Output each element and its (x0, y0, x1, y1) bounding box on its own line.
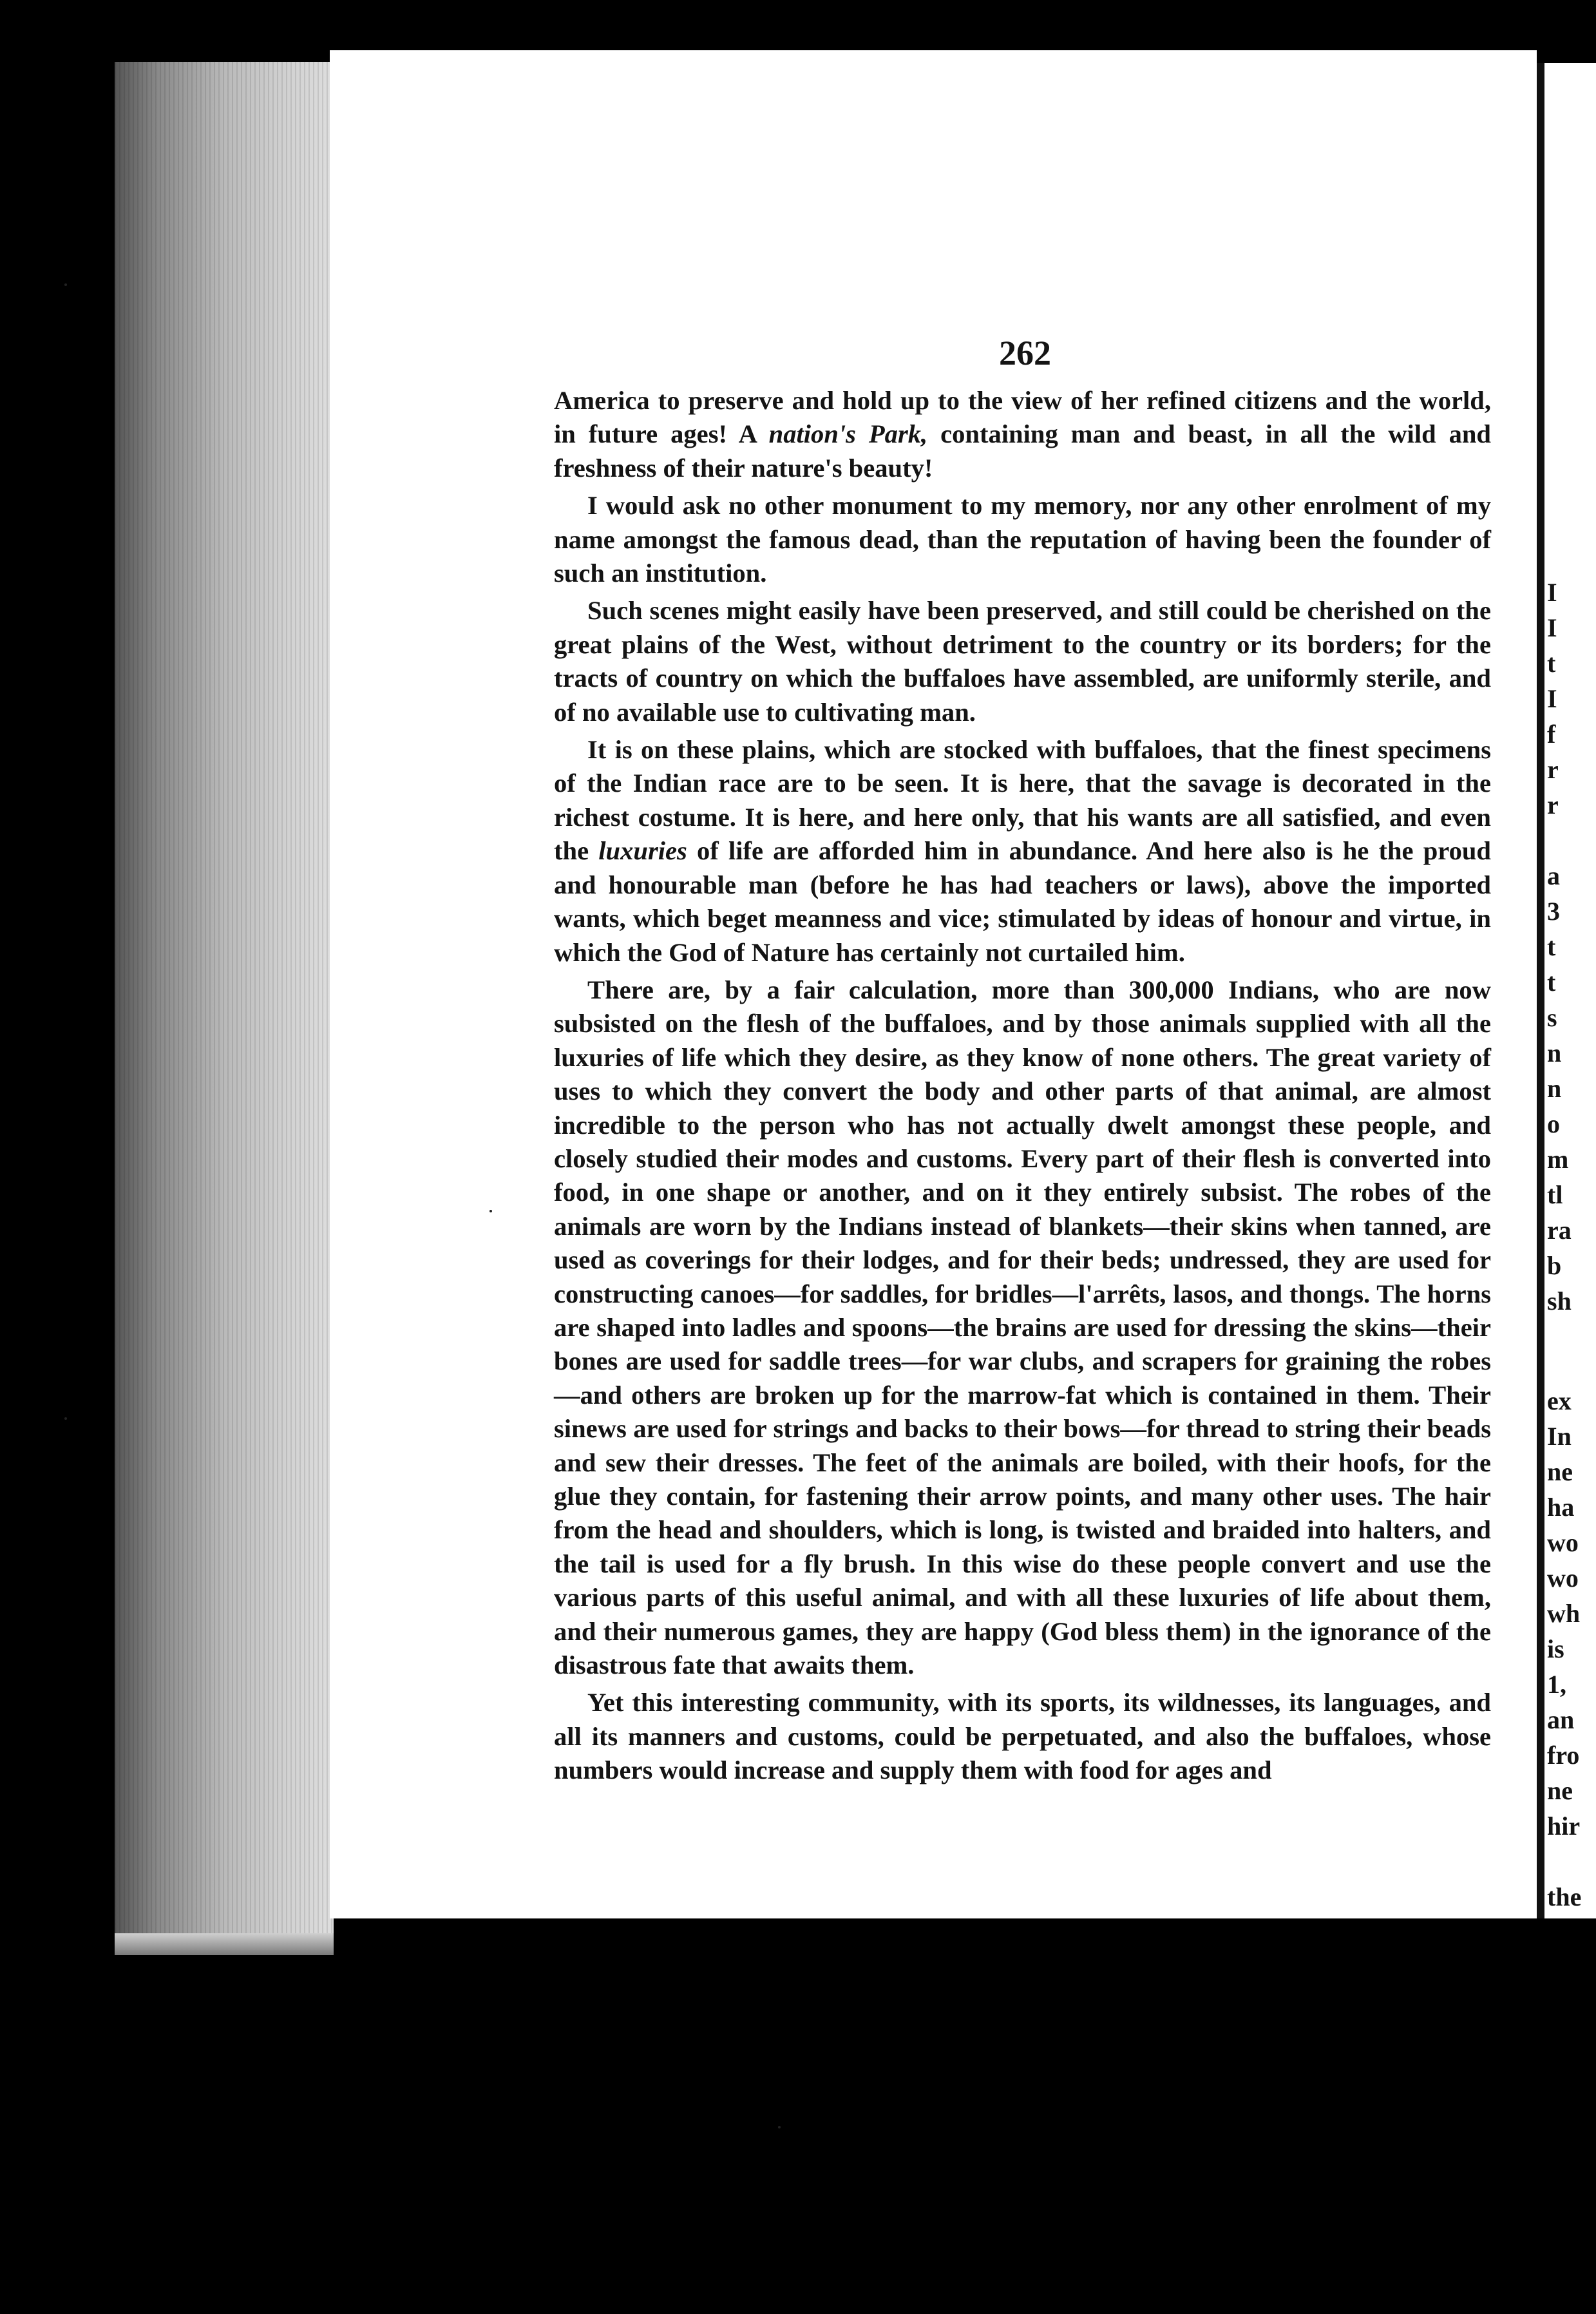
facing-page-fragment: I (1547, 613, 1557, 642)
facing-page-fragment: t (1547, 932, 1556, 961)
paragraph (554, 1686, 1491, 1787)
text-run: containing man and beast, in all the wild and freshness of their nature's beauty! (554, 419, 1491, 483)
facing-page-fragment: wh (1547, 1599, 1581, 1628)
facing-page-fragment: s (1547, 1003, 1557, 1032)
facing-page-fragment: the (1547, 1882, 1582, 1911)
facing-page-fragment: sh (1547, 1286, 1572, 1315)
italic-text: luxuries (598, 836, 687, 866)
paragraph (554, 489, 1491, 590)
facing-page-fragment: fro (1547, 1741, 1580, 1770)
paragraph (554, 384, 1491, 485)
facing-page-margin (1544, 63, 1596, 1918)
scan-speck (64, 283, 67, 286)
facing-page-fragment: b (1547, 1251, 1562, 1280)
facing-page-fragment: In (1547, 1422, 1572, 1451)
facing-page-fragment: I (1547, 578, 1557, 607)
facing-page-fragment: is (1547, 1634, 1564, 1663)
text-run: Yet this interesting community, with its sports, its wildnesses, its languages, and all its manners and customs, could be perpetuated, and also the buffaloes, whose numbers would increase and supply them with food for ages and (554, 1688, 1491, 1785)
facing-page-fragment: 3 (1547, 897, 1560, 926)
text-run: I would ask no other monument to my memory, nor any other enrolment of my name amongst the famous dead, than the reputation of having been the founder of such an institution. (554, 491, 1491, 588)
facing-page-fragment: ex (1547, 1386, 1572, 1415)
scan-speck (489, 1210, 492, 1212)
facing-page-fragment: m (1547, 1145, 1569, 1174)
facing-page-fragment: I (1547, 684, 1557, 713)
facing-page-fragment: tl (1547, 1180, 1563, 1209)
facing-page-fragment: t (1547, 968, 1556, 997)
page-number: 262 (999, 334, 1051, 372)
facing-page-fragment: ra (1547, 1216, 1572, 1245)
scan-speck (64, 1417, 67, 1420)
scan-speck (778, 2126, 781, 2128)
facing-page-fragment: hir (1547, 1812, 1581, 1841)
paragraph (554, 733, 1491, 970)
facing-page-fragment: a (1547, 861, 1560, 890)
facing-page-fragment: 1, (1547, 1670, 1566, 1699)
gutter-shadow (1537, 63, 1544, 1918)
text-run: There are, by a fair calculation, more than 300,000 Indians, who are now subsisted on the flesh of the buffaloes, and by those animals supplied with all the luxuries of life which they desire, as they know of none others. The great variety of uses to which they convert the body and other parts of that animal, are almost incredible to the person who has not actually dwelt amongst these people, and closely studied their modes and customs. Every part of their flesh is converted into food, in one shape or another, and on it they entirely subsist. The robes of the animals are worn by the Indians instead of blankets—their skins when tanned, are used as coverings for their lodges, and for their beds; undressed, they are used for constructing canoes—for saddles, for bridles—l'arrêts, lasos, and thongs. The horns are shaped into ladles and spoons—the brains are used for dressing the skins—their bones are used for saddle trees—for war clubs, and scrapers for graining the robes—and others are broken up for the marrow-fat which is contained in them. Their sinews are used for strings and backs to their bows—for thread to string their beads and sew their dresses. The feet of the animals are boiled, with their hoofs, for the glue they contain, for fastening their arrow points, and many other uses. The hair from the head and shoulders, which is long, is twisted and braided into halters, and the tail is used for a fly brush. In this wise do these people convert and use the various parts of this useful animal, and with all these luxuries of life about them, and their numerous games, they are happy (God bless them) in the ignorance of the disastrous fate that awaits them. (554, 975, 1491, 1680)
facing-page-fragment: ne (1547, 1776, 1573, 1805)
facing-page-fragment: ha (1547, 1493, 1575, 1522)
book-page-edges (115, 62, 334, 1953)
facing-page-fragment: wo (1547, 1563, 1579, 1592)
text-run: It is on these plains, which are stocked with buffaloes, that the finest specimens of the Indian race are to be seen. It is here, that the savage is decorated in the richest costume. It is here, and here only, that his wants are all satisfied, and even the (554, 735, 1491, 866)
facing-page-fragment: o (1547, 1109, 1560, 1138)
facing-page-fragment: r (1547, 755, 1559, 784)
facing-page-fragment: t (1547, 649, 1556, 678)
italic-text: nation's Park, (768, 419, 928, 449)
text-run: America to preserve and hold up to the view of her refined citizens and the world, in future ages! A (554, 386, 1491, 449)
facing-page-fragment: n (1547, 1038, 1562, 1067)
text-run: of life are afforded him in abundance. And here also is he the proud and honourable man (before he has had teachers or laws), above the imported wants, which beget meanness and vice; stimulated by ideas of honour and virtue, in which the God of Nature has certainly not curtailed him. (554, 836, 1491, 967)
facing-page-fragment: r (1547, 790, 1559, 819)
text-run: Such scenes might easily have been preserved, and still could be cherished on the great plains of the West, without detriment to the country or its borders; for the tracts of country on which the buffaloes have assembled, are uniformly sterile, and of no available use to cultivating man. (554, 596, 1491, 727)
paragraph (554, 973, 1491, 1683)
facing-page-fragment: an (1547, 1705, 1575, 1734)
body-text (554, 384, 1491, 1788)
facing-page-fragment: n (1547, 1074, 1562, 1103)
facing-page-fragment: ne (1547, 1457, 1573, 1486)
facing-page-fragment: wo (1547, 1528, 1579, 1557)
paragraph (554, 594, 1491, 729)
facing-page-fragment: f (1547, 720, 1556, 749)
